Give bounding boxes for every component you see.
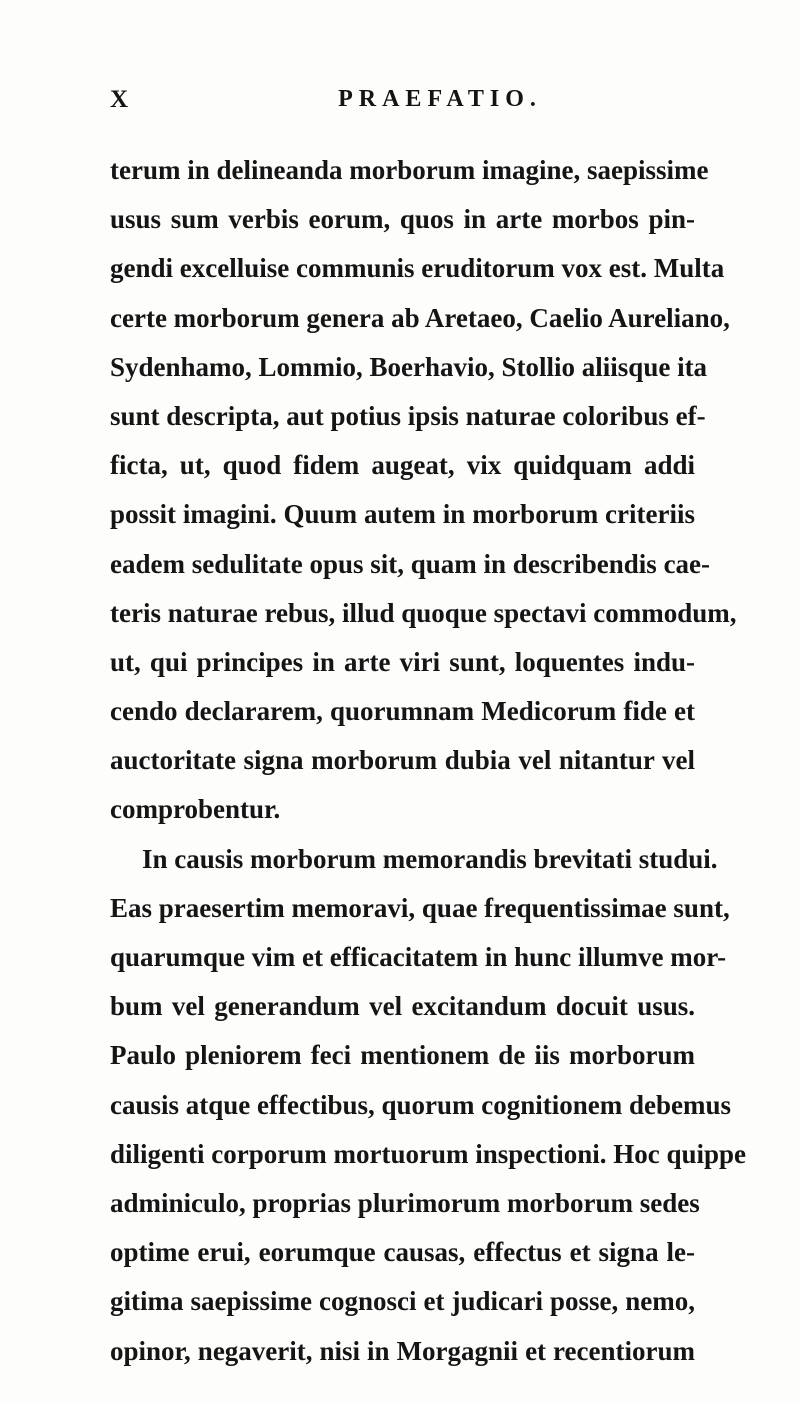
text-line: diligenti corporum mortuorum inspectioni. Hoc quippe: [110, 1138, 747, 1169]
text-line: quarumque vim et efficacitatem in hunc illumve mor-: [110, 942, 727, 972]
text-line: possit imagini. Quum autem in morborum criteriis: [110, 499, 695, 530]
text-line: eadem sedulitate opus sit, quam in describendis cae-: [110, 548, 711, 579]
text-line: opinor, negaverit, nisi in Morgagnii et recentiorum: [110, 1335, 695, 1366]
text-line: comprobentur.: [110, 794, 281, 825]
text-line: bum vel generandum vel excitandum docuit usus.: [110, 991, 695, 1022]
text-line: cendo declararem, quorumnam Medicorum fide et: [110, 696, 695, 727]
text-line: sunt descripta, aut potius ipsis naturae coloribus ef-: [110, 400, 706, 431]
text-line: ut, qui principes in arte viri sunt, loquentes indu-: [110, 646, 695, 677]
text-line: Sydenhamo, Lommio, Boerhavio, Stollio aliisque ita: [110, 351, 708, 382]
text-line: Eas praesertim memoravi, quae frequentissimae sunt,: [110, 892, 730, 923]
text-line: gitima saepissime cognosci et judicari posse, nemo,: [110, 1286, 695, 1317]
running-title: PRAEFATIO.: [338, 86, 542, 112]
text-line: auctoritate signa morborum dubia vel nitantur vel: [110, 745, 695, 776]
running-head: [110, 86, 750, 126]
body-text: [110, 146, 747, 1376]
text-line: Paulo pleniorem feci mentionem de iis morborum: [110, 1040, 695, 1071]
text-line: certe morborum genera ab Aretaeo, Caelio Aureliano,: [110, 302, 730, 333]
text-line: terum in delineanda morborum imagine, saepissime: [110, 155, 709, 185]
text-line: In causis morborum memorandis brevitati studui.: [142, 843, 718, 874]
text-line: gendi excelluise communis eruditorum vox est. Multa: [110, 253, 725, 284]
text-line: adminiculo, proprias plurimorum morborum sedes: [110, 1187, 700, 1218]
text-line: optime erui, eorumque causas, effectus et signa le-: [110, 1237, 695, 1268]
text-line: causis atque effectibus, quorum cognitionem debemus: [110, 1089, 732, 1120]
text-line: teris naturae rebus, illud quoque spectavi commodum,: [110, 597, 737, 628]
page-number: X: [110, 86, 130, 113]
text-line: usus sum verbis eorum, quos in arte morbos pin-: [110, 204, 695, 235]
text-line: ficta, ut, quod fidem augeat, vix quidquam addi: [110, 450, 695, 481]
